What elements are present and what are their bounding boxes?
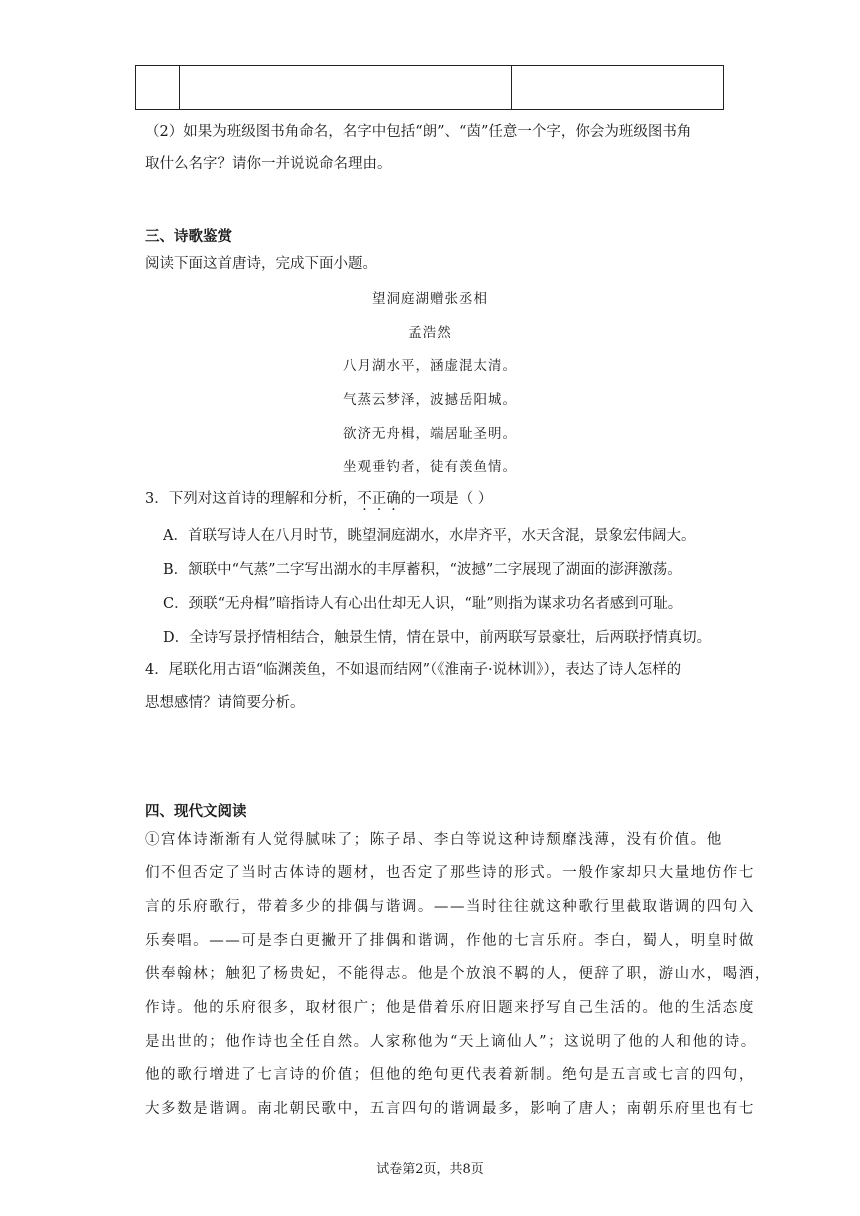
- option-a: A．首联写诗人在八月时节，眺望洞庭湖水，水岸齐平，水天含混，景象宏伟阔大。: [163, 528, 696, 544]
- table-divider: [511, 66, 512, 109]
- poem-line: 坐观垂钓者，徒有羡鱼情。: [343, 459, 517, 475]
- q2-text-line1: （2）如果为班级图书角命名，名字中包括“朗”、“茵”任意一个字，你会为班级图书角: [145, 124, 692, 140]
- emphasis-char: 正: [371, 491, 387, 507]
- paragraph-line: 是出世的；他作诗也全任自然。人家称他为“天上谪仙人”；这说明了他的人和他的诗。: [145, 1034, 757, 1050]
- section3-heading: 三、诗歌鉴赏: [145, 229, 232, 245]
- paragraph-line: 大多数是谐调。南北朝民歌中，五言四句的谐调最多，影响了唐人；南朝乐府里也有七: [145, 1101, 755, 1117]
- poem-line: 欲济无舟楫，端居耻圣明。: [343, 426, 517, 442]
- paragraph-line: 供奉翰林；触犯了杨贵妃，不能得志。他是个放浪不羁的人，便辞了职，游山水，喝酒，: [145, 966, 771, 982]
- emphasis-char: 不: [357, 491, 372, 507]
- question-4-line1: 4．尾联化用古语“临渊羡鱼，不如退而结网”（《淮南子·说林训》），表达了诗人怎样的: [145, 662, 682, 678]
- question-3-emphasis: [357, 491, 401, 507]
- paragraph-line: 乐奏唱。——可是李白更撇开了排偶和谐调，作他的七言乐府。李白，蜀人，明皇时做: [145, 933, 755, 949]
- table-divider: [179, 66, 180, 109]
- page-footer: 试卷第2页，共8页: [376, 1162, 484, 1177]
- section4-heading: 四、现代文阅读: [145, 804, 247, 820]
- section3-instruction: 阅读下面这首唐诗，完成下面小题。: [145, 256, 377, 272]
- option-c: C．颈联“无舟楫”暗指诗人有心出仕却无人识，“耻”则指为谋求功名者感到可耻。: [163, 596, 683, 612]
- q2-text-line2: 取什么名字？请你一并说说命名理由。: [145, 156, 392, 172]
- emphasis-char: 确: [386, 491, 401, 507]
- paragraph-line: 们不但否定了当时古体诗的题材，也否定了那些诗的形式。一般作家却只大量地仿作七: [145, 865, 755, 881]
- poem-author: 孟浩然: [408, 325, 452, 341]
- poem-line: 气蒸云梦泽，波撼岳阳城。: [343, 392, 517, 408]
- answer-table: [135, 65, 724, 110]
- poem-line: 八月湖水平，涵虚混太清。: [343, 358, 517, 374]
- paragraph-line: 他的歌行增进了七言诗的价值；但他的绝句更代表着新制。绝句是五言或七言的四句，: [145, 1067, 755, 1083]
- question-4-line2: 思想感情？请简要分析。: [145, 695, 305, 711]
- paragraph-line: 作诗。他的乐府很多，取材很广；他是借着乐府旧题来抒写自己生活的。他的生活态度: [145, 1000, 755, 1016]
- question-3-prefix: 3．下列对这首诗的理解和分析，: [145, 491, 358, 507]
- paragraph-line: ①宫体诗渐渐有人觉得腻味了；陈子昂、李白等说这种诗颓靡浅薄，没有价值。他: [145, 832, 723, 848]
- question-3-suffix: 的一项是（ ）: [400, 491, 493, 507]
- option-b: B．颔联中“气蒸”二字写出湖水的丰厚蓄积，“波撼”二字展现了湖面的澎湃激荡。: [163, 562, 682, 578]
- paragraph-line: 言的乐府歌行，带着多少的排偶与谐调。——当时往往就这种歌行里截取谐调的四句入: [145, 899, 755, 915]
- option-d: D．全诗写景抒情相结合，触景生情，情在景中，前两联写景豪壮，后两联抒情真切。: [163, 630, 712, 646]
- poem-title: 望洞庭湖赠张丞相: [372, 291, 488, 307]
- question-3: [145, 489, 492, 509]
